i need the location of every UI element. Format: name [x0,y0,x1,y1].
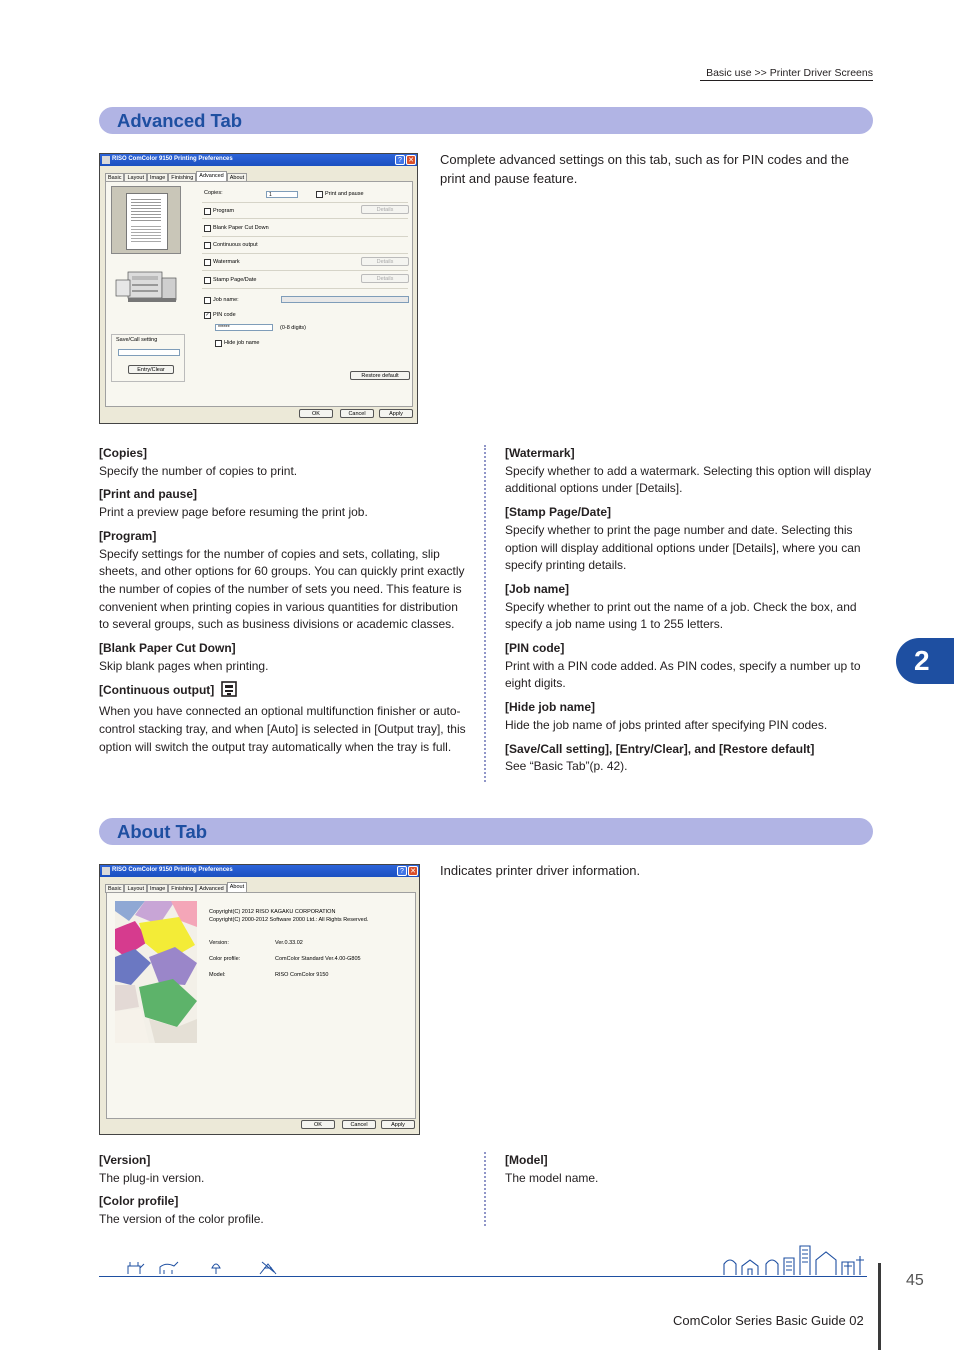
item-blank-paper: [Blank Paper Cut Down] Skip blank pages when printing. [99,641,269,673]
item-watermark: [Watermark] Specify whether to add a watermark. Selecting this option will display additional options under [Details]. [505,446,872,496]
program-details-button: Details [361,205,409,214]
dialog-title: RISO ComColor 9150 Printing Preferences [112,156,233,162]
continuous-output-label: Continuous output [213,242,258,248]
stamp-details-button: Details [361,274,409,283]
print-and-pause-label: Print and pause [325,191,364,197]
tab-advanced: Advanced [196,171,226,182]
job-name-field [281,296,409,303]
item-copies: [Copies] Specify the number of copies to print. [99,446,298,478]
stamp-label: Stamp Page/Date [213,277,257,283]
option-device-icon [221,681,237,703]
copyright-software2000: Copyright(C) 2000-2012 Software 2000 Ltd.: All Rights Reserved. [209,917,369,923]
advanced-dialog-screenshot [99,153,418,424]
job-name-label: Job name: [213,297,239,303]
section-title: About Tab [117,821,208,842]
about-right-column [505,1152,875,1193]
advanced-tab-header [99,107,873,134]
printer-icon [102,867,110,875]
footer-town-illustration [720,1242,870,1276]
printer-icon [102,156,110,164]
copies-field: 1 [266,191,298,198]
riso-artwork [115,901,197,1043]
tab-finishing: Finishing [168,173,196,182]
job-name-checkbox [204,297,211,304]
hide-job-name-label: Hide job name [224,340,260,346]
item-model: [Model] The model name. [505,1153,599,1185]
about-dialog-screenshot [99,864,420,1135]
ok-button: OK [301,1120,335,1129]
apply-button: Apply [381,1120,415,1129]
item-print-and-pause: [Print and pause] Print a preview page before resuming the print job. [99,487,368,520]
guide-title: ComColor Series Basic Guide 02 [673,1313,864,1328]
entry-clear-button: Entry/Clear [128,365,174,374]
color-profile-label: Color profile: [209,956,241,962]
about-intro: Indicates printer driver information. [440,863,641,878]
dialog-tabs [105,171,247,180]
footer-rule [99,1276,867,1277]
section-title: Advanced Tab [117,110,243,131]
model-label: Model: [209,972,226,978]
item-hide-job-name: [Hide job name] Hide the job name of jobs printed after specifying PIN codes. [505,700,828,732]
color-profile-value: ComColor Standard Ver.4.00-G805 [275,956,361,962]
about-left-column [99,1152,471,1235]
blank-paper-label: Blank Paper Cut Down [213,225,269,231]
tab-image: Image [147,884,168,893]
save-call-label: Save/Call setting [116,337,158,343]
item-continuous-output: [Continuous output] When you have connected an optional multifunction finisher or auto-control stacking tray, and when [Auto] is selected in [Output tray], this option will switch the output tray automatically when the tray is full. [99,683,466,754]
program-label: Program [213,208,235,214]
footer-vertical-bar [878,1263,881,1350]
continuous-output-checkbox [204,242,211,249]
tab-basic: Basic [105,884,124,893]
page-preview [111,186,181,254]
chapter-number: 2 [914,645,930,676]
printer-illustration [114,266,180,308]
item-save-call: [Save/Call setting], [Entry/Clear], and [Restore default] See “Basic Tab”(p. 42). [505,741,815,774]
tab-image: Image [147,173,168,182]
stamp-checkbox [204,277,211,284]
about-tab-header [99,818,873,845]
item-job-name: [Job name] Specify whether to print out the name of a job. Check the box, and specify a job name using 1 to 255 letters. [505,581,857,632]
tab-layout: Layout [124,884,147,893]
ok-button: OK [299,409,333,418]
save-call-select [118,349,180,356]
advanced-right-column [505,445,875,782]
chapter-tab[interactable] [896,638,954,684]
dialog-tabs [105,882,247,891]
column-divider [484,445,486,782]
tab-finishing: Finishing [168,884,196,893]
breadcrumb[interactable]: Basic use >> Printer Driver Screens [700,67,873,81]
pin-code-label: PIN code [213,312,236,318]
watermark-checkbox [204,259,211,266]
pin-code-checkbox: ✓ [205,312,210,318]
advanced-intro: Complete advanced settings on this tab, such as for PIN codes and the print and pause feature. [440,152,850,186]
watermark-details-button: Details [361,257,409,266]
item-version: [Version] The plug-in version. [99,1153,205,1185]
tab-about: About [227,882,247,893]
cancel-button: Cancel [342,1120,376,1129]
close-icon: ✕ [406,155,416,165]
page-number: 45 [906,1272,924,1289]
tab-about: About [227,173,247,182]
restore-default-button: Restore default [350,371,410,380]
dialog-title: RISO ComColor 9150 Printing Preferences [112,867,233,873]
dialog-titlebar [100,865,419,877]
watermark-label: Watermark [213,259,240,265]
program-checkbox [204,208,211,215]
tab-advanced: Advanced [196,884,226,893]
help-icon: ? [397,866,407,876]
dialog-panel [105,181,413,407]
tab-layout: Layout [124,173,147,182]
help-icon: ? [395,155,405,165]
apply-button: Apply [379,409,413,418]
item-pin-code: [PIN code] Print with a PIN code added. As PIN codes, specify a number up to eight digits. [505,641,861,691]
copyright-riso: Copyright(C) 2012 RISO KAGAKU CORPORATION [209,909,336,915]
tab-basic: Basic [105,173,124,182]
pin-hint: (0-8 digits) [280,325,306,331]
pin-code-field: ****** [215,324,273,331]
item-program: [Program] Specify settings for the number of copies and sets, collating, slip sheets, and other options for 60 groups. You can quickly print exactly the number of copies of the number of sets you need. This feature is convenient when printing copies in various quantities for distribution to several groups, such as business divisions or academic classes. [99,528,465,632]
item-color-profile: [Color profile] The version of the color profile. [99,1194,264,1227]
dialog-titlebar [100,154,417,166]
close-icon: ✕ [408,866,418,876]
item-stamp-page-date: [Stamp Page/Date] Specify whether to print the page number and date. Selecting this option will display additional options under [Details], where you can specify printing details. [505,505,861,573]
footer-animals-illustration [120,1258,280,1276]
column-divider [484,1152,486,1226]
dialog-panel [106,892,416,1119]
cancel-button: Cancel [340,409,374,418]
version-value: Ver.0.33.02 [275,940,303,946]
copies-label: Copies: [204,190,223,196]
blank-paper-checkbox [204,225,211,232]
advanced-left-column [99,445,471,762]
model-value: RISO ComColor 9150 [275,972,329,978]
hide-job-name-checkbox [215,340,222,347]
save-call-group [111,334,185,382]
version-label: Version: [209,940,229,946]
print-and-pause-checkbox [316,191,323,198]
